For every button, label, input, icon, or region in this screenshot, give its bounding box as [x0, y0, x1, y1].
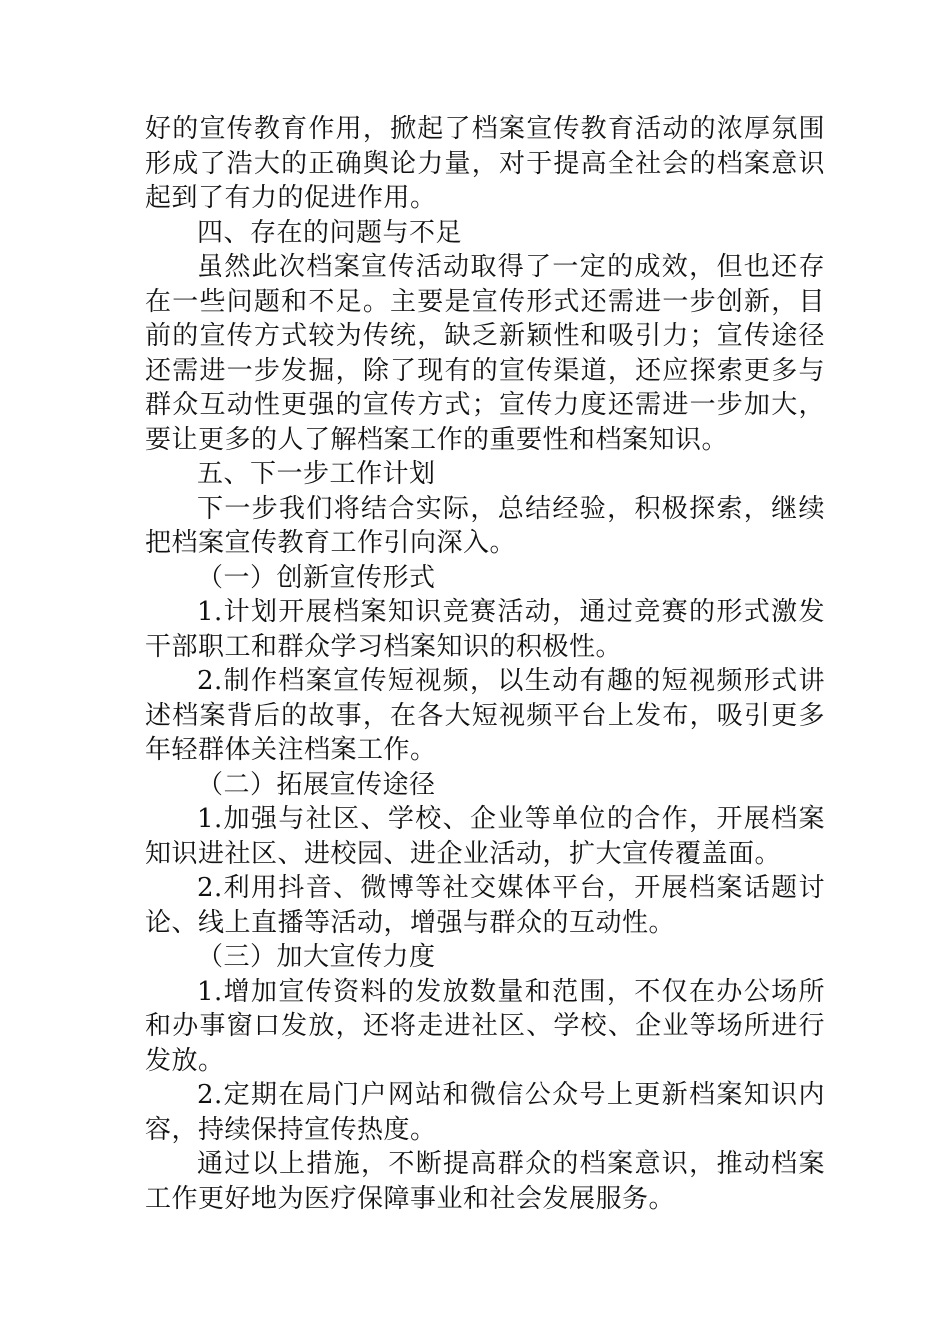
- paragraph-problems: 虽然此次档案宣传活动取得了一定的成效，但也还存在一些问题和不足。主要是宣传形式还需进一步创新，目前的宣传方式较为传统，缺乏新颖性和吸引力；宣传途径还需进一步发掘，除了现有的宣传渠道，还应探索更多与群众互动性更强的宣传方式；宣传力度还需进一步加大，要让更多的人了解档案工作的重要性和档案知识。: [145, 252, 825, 455]
- section-heading-problems: 四、存在的问题与不足: [197, 217, 463, 248]
- paragraph-conclusion: 通过以上措施，不断提高群众的档案意识，推动档案工作更好地为医疗保障事业和社会发展服务。: [145, 1149, 825, 1214]
- list-item-innovate-2: 2.制作档案宣传短视频，以生动有趣的短视频形式讲述档案背后的故事，在各大短视频平台上发布，吸引更多年轻群体关注档案工作。: [145, 666, 825, 765]
- subsection-heading-channels: （二）拓展宣传途径: [197, 769, 436, 800]
- section-heading-next-plan: 五、下一步工作计划: [197, 459, 436, 489]
- document-body: [145, 112, 825, 1216]
- list-item-channels-1: 1.加强与社区、学校、企业等单位的合作，开展档案知识进社区、进校园、进企业活动，扩大宣传覆盖面。: [145, 804, 825, 869]
- list-item-intensity-1: 1.增加宣传资料的发放数量和范围，不仅在办公场所和办事窗口发放，还将走进社区、学校、企业等场所进行发放。: [145, 976, 825, 1076]
- list-item-innovate-1: 1.计划开展档案知识竞赛活动，通过竞赛的形式激发干部职工和群众学习档案知识的积极性。: [145, 597, 825, 662]
- paragraph-continuation: 好的宣传教育作用，掀起了档案宣传教育活动的浓厚氛围形成了浩大的正确舆论力量，对于提高全社会的档案意识起到了有力的促进作用。: [145, 114, 825, 213]
- paragraph-next-plan-intro: 下一步我们将结合实际，总结经验，积极探索，继续把档案宣传教育工作引向深入。: [145, 493, 825, 558]
- subsection-heading-innovate: （一）创新宣传形式: [197, 562, 436, 593]
- list-item-channels-2: 2.利用抖音、微博等社交媒体平台，开展档案话题讨论、线上直播等活动，增强与群众的互动性。: [145, 873, 825, 938]
- list-item-intensity-2: 2.定期在局门户网站和微信公众号上更新档案知识内容，持续保持宣传热度。: [145, 1080, 825, 1145]
- subsection-heading-intensity: （三）加大宣传力度: [197, 942, 436, 972]
